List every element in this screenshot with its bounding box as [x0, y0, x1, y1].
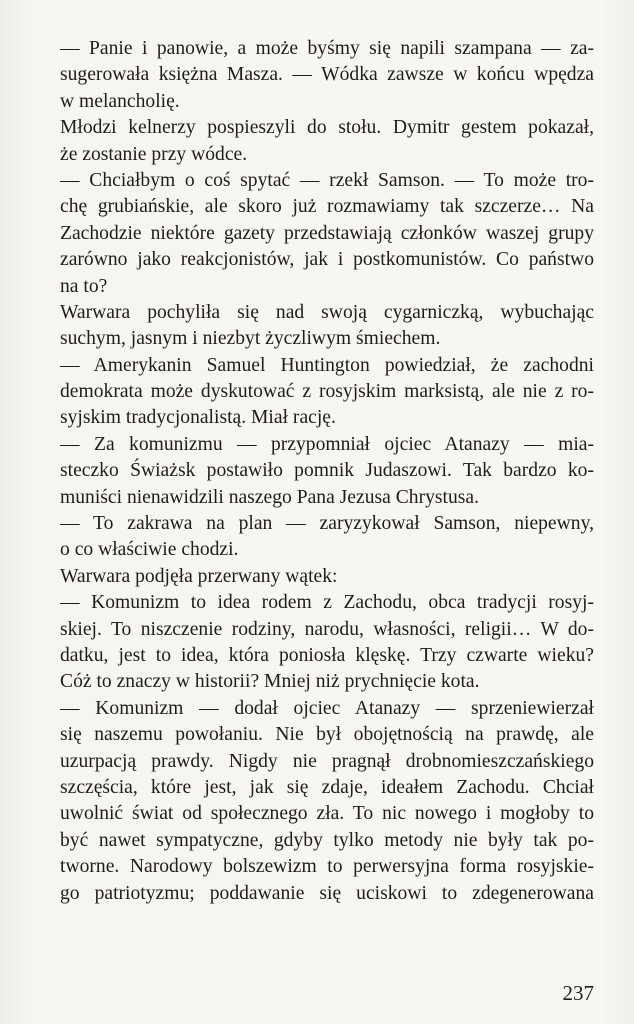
text-line: — Amerykanin Samuel Huntington powiedział, że zachodni	[60, 354, 594, 376]
text-line: że zostanie przy wódce.	[60, 143, 248, 165]
text-line: muniści nienawidzili naszego Pana Jezusa Chrystusa.	[60, 486, 479, 508]
text-line: się naszemu powołaniu. Nie był obojętnością na prawdę, ale	[60, 724, 594, 746]
text-line: Warwara pochyliła się nad swoją cygarniczką, wybuchając	[60, 301, 594, 323]
text-line: — To zakrawa na plan — zaryzykował Samson, niepewny,	[60, 513, 594, 535]
text-line: steczko Świażsk postawiło pomnik Judaszowi. Tak bardzo ko-	[60, 460, 594, 482]
text-line: w melancholię.	[60, 90, 180, 112]
body-text	[60, 36, 594, 907]
text-line: — Komunizm — dodał ojciec Atanazy — sprzeniewierzał	[60, 697, 594, 719]
text-line: — Chciałbym o coś spytać — rzekł Samson. — To może tro-	[60, 169, 594, 191]
text-line: tworne. Narodowy bolszewizm to perwersyjna forma rosyjskie-	[60, 856, 594, 878]
text-line: na to?	[60, 275, 108, 297]
text-line: skiej. To niszczenie rodziny, narodu, własności, religii… W do-	[60, 618, 594, 640]
text-line: zarówno jako reakcjonistów, jak i postkomunistów. Co państwo	[60, 249, 594, 271]
text-line: chę grubiańskie, ale skoro już rozmawiamy tak szczerze… Na	[60, 196, 594, 218]
text-line: datku, jest to idea, która poniosła klęskę. Trzy czwarte wieku?	[60, 644, 594, 666]
text-line: demokrata może dyskutować z rosyjskim marksistą, ale nie z ro-	[60, 381, 594, 403]
text-line: syjskim tradycjonalistą. Miał rację.	[60, 407, 336, 429]
text-line: uzurpacją prawdy. Nigdy nie pragnął drobnomieszczańskiego	[60, 750, 594, 772]
text-line: Cóż to znaczy w historii? Mniej niż prychnięcie kota.	[60, 671, 480, 693]
text-line: Młodzi kelnerzy pospieszyli do stołu. Dymitr gestem pokazał,	[60, 117, 594, 139]
text-line: Zachodzie niektóre gazety przedstawiają członków waszej grupy	[60, 222, 594, 244]
text-line: — Komunizm to idea rodem z Zachodu, obca tradycji rosyj-	[60, 592, 594, 614]
text-line: szczęścia, które jest, jak się zdaje, ideałem Zachodu. Chciał	[60, 776, 594, 798]
text-line: suchym, jasnym i niezbyt życzliwym śmiechem.	[60, 328, 441, 350]
text-line: uwolnić świat od społecznego zła. To nic nowego i mogłoby to	[60, 803, 594, 825]
text-line: — Za komunizmu — przypomniał ojciec Atanazy — mia-	[60, 433, 594, 455]
text-line: Warwara podjęła przerwany wątek:	[60, 565, 338, 587]
text-line: być nawet sympatyczne, gdyby tylko metody nie były tak po-	[60, 829, 594, 851]
text-line: go patriotyzmu; poddawanie się uciskowi to zdegenerowana	[60, 882, 594, 904]
page-number: 237	[562, 981, 594, 1005]
text-line: o co właściwie chodzi.	[60, 539, 239, 561]
text-line: sugerowała księżna Masza. — Wódka zawsze w końcu wpędza	[60, 64, 594, 86]
text-line: — Panie i panowie, a może byśmy się napili szampana — za-	[60, 38, 594, 59]
